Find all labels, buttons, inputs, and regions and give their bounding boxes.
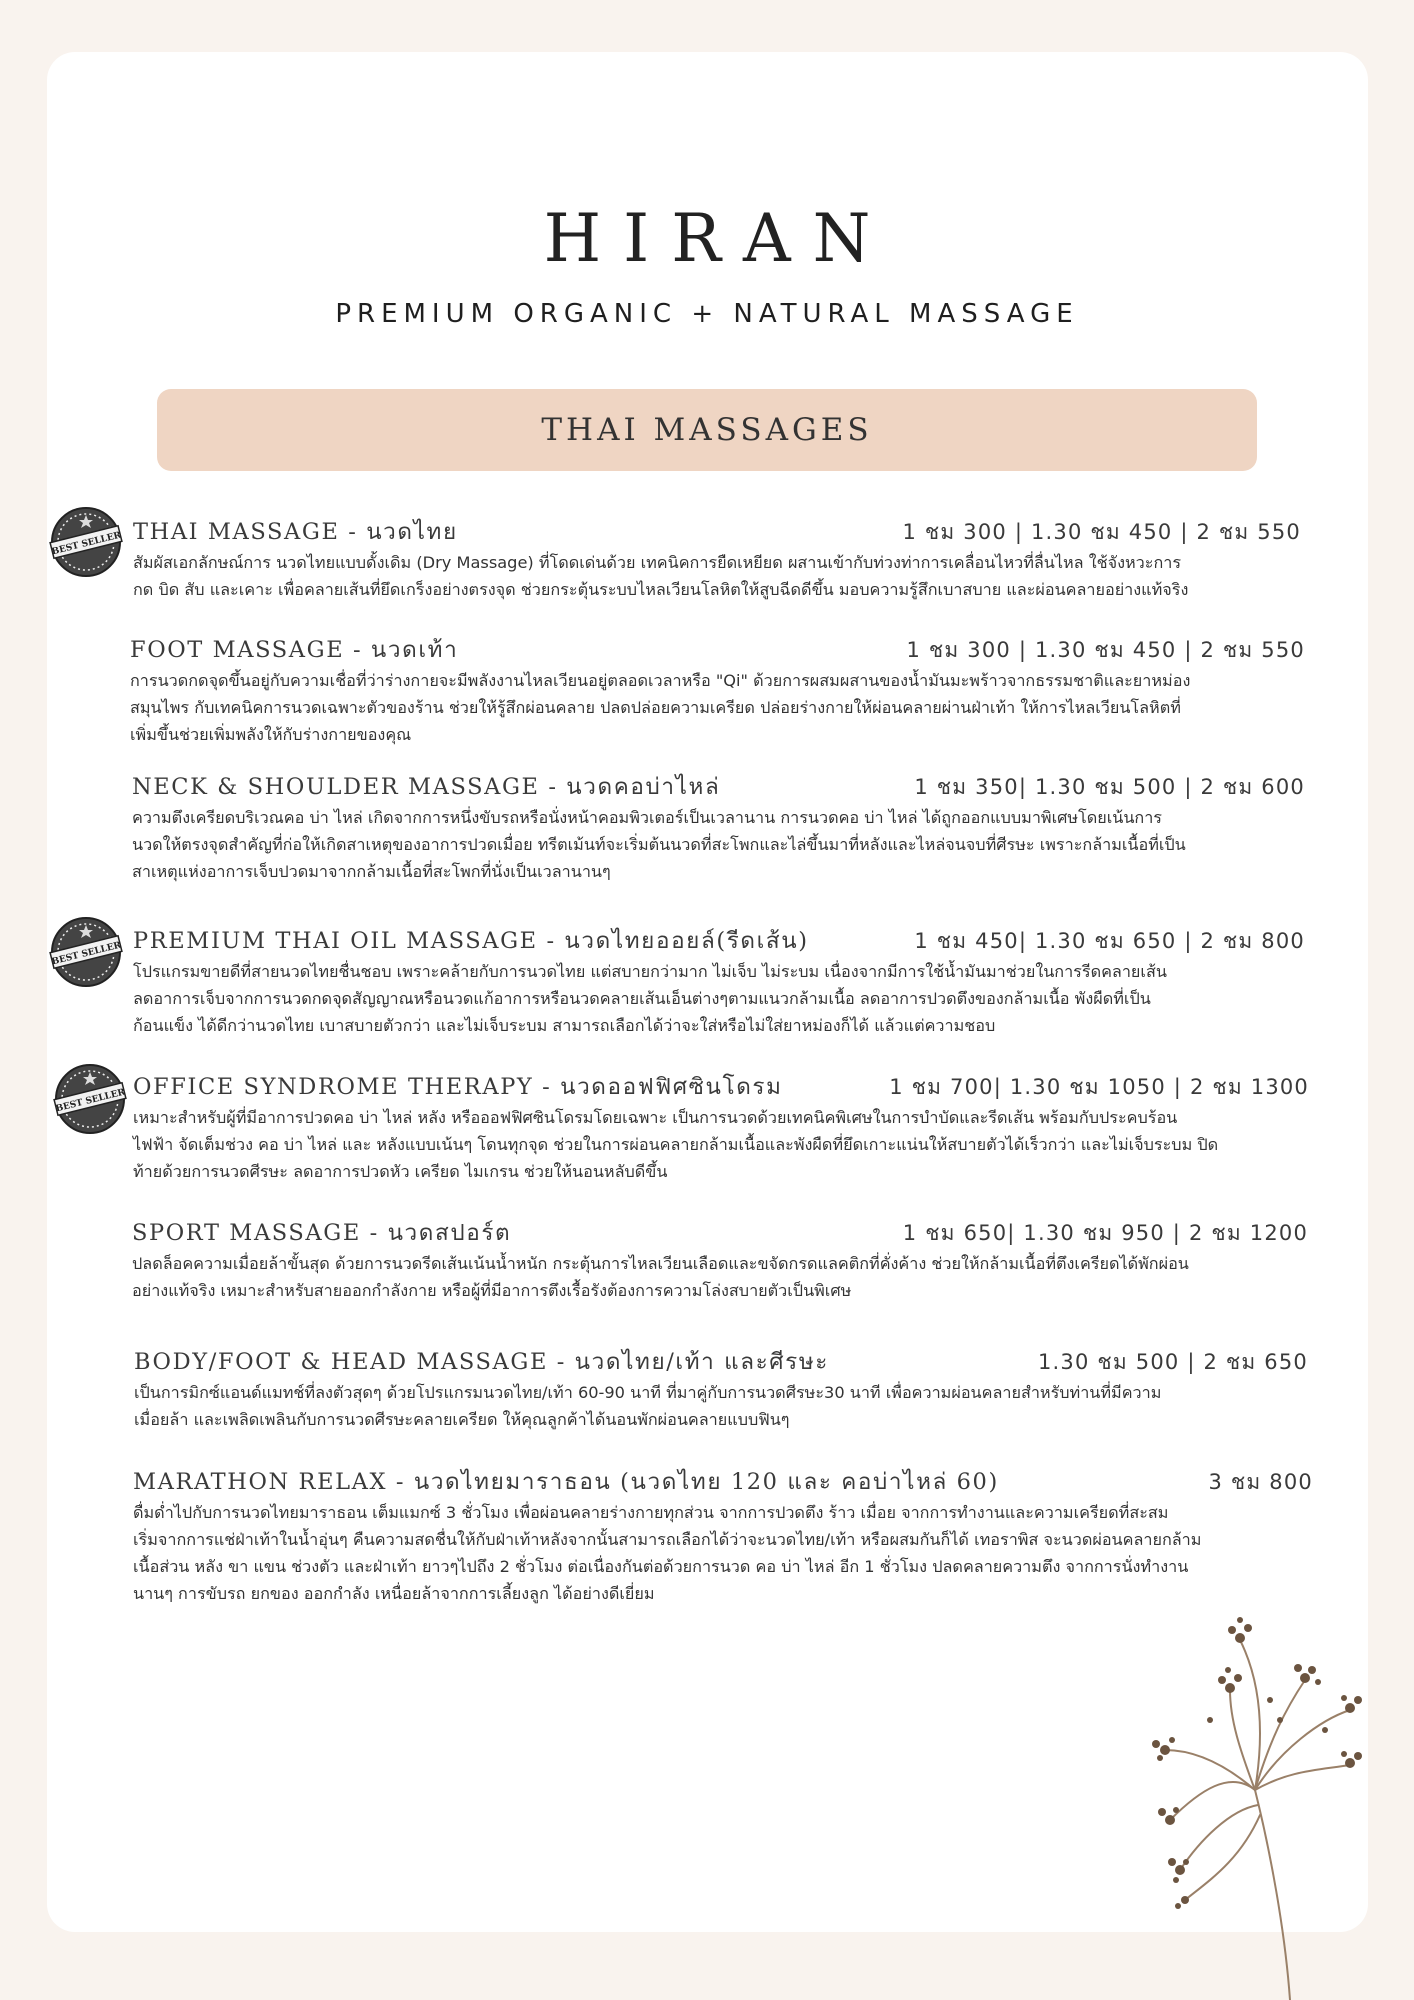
description-line: ก้อนแข็ง ได้ดีกว่านวดไทย เบาสบายตัวกว่า และไม่เจ็บระบม สามารถเลือกได้ว่าจะใส่หรือไม่ใส่ยาหม่องก็ได้ แล้วแต่ความชอบ	[133, 1016, 996, 1035]
menu-item-body-foot-head	[134, 1345, 1308, 1433]
menu-item-marathon-relax	[133, 1465, 1313, 1607]
item-name: PREMIUM THAI OIL MASSAGE - นวดไทยออยล์(รีดเส้น)	[133, 928, 809, 954]
description-line: เป็นการมิกซ์แอนด์แมทช์ที่ลงตัวสุดๆ ด้วยโปรแกรมนวดไทย/เท้า 60-90 นาที ที่มาคู่กับการนวดศีรษะ30 นาที เพื่อความผ่อนคลายสำหรับท่านที่มีความ	[134, 1383, 1162, 1402]
description-line: เมื่อยล้า และเพลิดเพลินกับการนวดศีรษะคลายเครียด ให้คุณลูกค้าได้นอนพักผ่อนคลายแบบฟินๆ	[134, 1410, 790, 1429]
item-name: BODY/FOOT & HEAD MASSAGE - นวดไทย/เท้า และศีรษะ	[134, 1349, 829, 1375]
item-price: 1 ชม 450| 1.30 ชม 650 | 2 ชม 800	[914, 929, 1305, 953]
badge-text: BEST SELLER	[50, 940, 123, 968]
description-line: กด บิด สับ และเคาะ เพื่อคลายเส้นที่ยึดเกร็งอย่างตรงจุด ช่วยกระตุ้นระบบไหลเวียนโลหิตให้สูบฉีดดีขึ้น มอบความรู้สึกเบาสบาย และผ่อนคลายอย่างแท้จริง	[133, 580, 1189, 599]
menu-item-neck-shoulder	[132, 770, 1305, 885]
item-name: SPORT MASSAGE - นวดสปอร์ต	[132, 1220, 512, 1246]
item-name: THAI MASSAGE - นวดไทย	[133, 519, 458, 545]
description-line: ไฟฟ้า จัดเต็มช่วง คอ บ่า ไหล่ และ หลังแบบเน้นๆ โดนทุกจุด ช่วยในการผ่อนคลายกล้ามเนื้อและพังผืดที่ยึดเกาะแน่นให้สบายตัวได้เร็วกว่า และไม่เจ็บระบม ปิด	[133, 1135, 1219, 1154]
item-price: 1 ชม 350| 1.30 ชม 500 | 2 ชม 600	[914, 775, 1305, 799]
description-line: ดื่มด่ำไปกับการนวดไทยมาราธอน เต็มแมกซ์ 3 ชั่วโมง เพื่อผ่อนคลายร่างกายทุกส่วน จากการปวดตึง ร้าว เมื่อย จากการทำงานและความเครียดที่สะสม	[133, 1503, 1169, 1522]
section-title: THAI MASSAGES	[541, 412, 873, 448]
item-description	[133, 549, 1301, 603]
menu-item-foot-massage	[130, 633, 1305, 748]
item-description	[133, 1499, 1313, 1607]
brand-tagline: PREMIUM ORGANIC + NATURAL MASSAGE	[335, 299, 1079, 329]
item-description	[134, 1379, 1308, 1433]
description-line: การนวดกดจุดขึ้นอยู่กับความเชื่อที่ว่าร่างกายจะมีพลังงานไหลเวียนอยู่ตลอดเวลาหรือ "Qi" ด้วยการผสมผสานของน้ำมันมะพร้าวจากธรรมชาติและยาหม่อง	[130, 671, 1191, 690]
description-line: สมุนไพร กับเทคนิคการนวดเฉพาะตัวของร้าน ช่วยให้รู้สึกผ่อนคลาย ปลดปล่อยความเครียด ปล่อยร่างกายให้ผ่อนคลายผ่านฝ่าเท้า ให้การไหลเวียนโลหิตที่	[130, 698, 1181, 717]
description-line: สาเหตุแห่งอาการเจ็บปวดมาจากกล้ามเนื้อที่สะโพกที่นั่งเป็นเวลานานๆ	[132, 862, 611, 881]
item-name: MARATHON RELAX - นวดไทยมาราธอน (นวดไทย 120 และ คอบ่าไหล่ 60)	[133, 1469, 999, 1495]
section-banner	[157, 389, 1257, 471]
description-line: สัมผัสเอกลักษณ์การ นวดไทยแบบดั้งเดิม (Dry Massage) ที่โดดเด่นด้วย เทคนิคการยืดเหยียด ผสานเข้ากับท่วงท่าการเคลื่อนไหวที่ลื่นไหล ใช้จังหวะการ	[133, 553, 1182, 572]
badge-text: BEST SELLER	[50, 530, 123, 558]
description-line: โปรแกรมขายดีที่สายนวดไทยชื่นชอบ เพราะคล้ายกับการนวดไทย แต่สบายกว่ามาก ไม่เจ็บ ไม่ระบม เนื่องจากมีการใช้น้ำมันมาช่วยในการรีดคลายเส้น	[133, 962, 1167, 981]
item-description	[130, 667, 1305, 748]
dried-flower-decoration	[1080, 1600, 1380, 2000]
item-description	[133, 1104, 1309, 1185]
description-line: เหมาะสำหรับผู้ที่มีอาการปวดคอ บ่า ไหล่ หลัง หรือออฟฟิศซินโดรมโดยเฉพาะ เป็นการนวดด้วยเทคนิคพิเศษในการบำบัดและรีดเส้น พร้อมกับประคบร้อน	[133, 1108, 1178, 1127]
description-line: นานๆ การขับรถ ยกของ ออกกำลัง เหนื่อยล้าจากการเลี้ยงลูก ได้อย่างดีเยี่ยม	[133, 1584, 655, 1603]
item-price: 1 ชม 650| 1.30 ชม 950 | 2 ชม 1200	[902, 1221, 1308, 1245]
menu-item-office-syndrome	[133, 1070, 1309, 1185]
item-description	[132, 804, 1305, 885]
item-name: NECK & SHOULDER MASSAGE - นวดคอบ่าไหล่	[132, 774, 721, 800]
item-description	[133, 958, 1305, 1039]
description-line: ความตึงเครียดบริเวณคอ บ่า ไหล่ เกิดจากการหนึ่งขับรถหรือนั่งหน้าคอมพิวเตอร์เป็นเวลานาน การนวดคอ บ่า ไหล่ ได้ถูกออกแบบมาพิเศษโดยเน้นการ	[132, 808, 1162, 827]
best-seller-badge-icon	[53, 1062, 127, 1136]
menu-item-thai-massage	[133, 515, 1301, 603]
description-line: ท้ายด้วยการนวดศีรษะ ลดอาการปวดหัว เครียด ไมเกรน ช่วยให้นอนหลับดีขึ้น	[133, 1162, 668, 1181]
best-seller-badge-icon	[49, 915, 123, 989]
menu-item-sport-massage	[132, 1216, 1308, 1304]
description-line: เริ่มจากการแช่ฝ่าเท้าในน้ำอุ่นๆ คืนความสดชื่นให้กับฝ่าเท้าหลังจากนั้นสามารถเลือกได้ว่าจะนวดไทย/เท้า หรือผสมกันก็ได้ เทอราพิส จะนวดผ่อนคลายกล้าม	[133, 1530, 1202, 1549]
brand-title: HIRAN	[543, 200, 893, 277]
badge-text: BEST SELLER	[54, 1087, 127, 1115]
item-name: OFFICE SYNDROME THERAPY - นวดออฟฟิศซินโดรม	[133, 1074, 783, 1100]
item-price: 1.30 ชม 500 | 2 ชม 650	[1037, 1350, 1308, 1374]
best-seller-badge-icon	[49, 505, 123, 579]
item-price: 1 ชม 700| 1.30 ชม 1050 | 2 ชม 1300	[889, 1075, 1309, 1099]
description-line: ลดอาการเจ็บจากการนวดกดจุดสัญญาณหรือนวดแก้อาการหรือนวดคลายเส้นเอ็นต่างๆตามแนวกล้ามเนื้อ ลดอาการปวดตึงของกล้ามเนื้อ พังผืดที่เป็น	[133, 989, 1151, 1008]
item-price: 1 ชม 300 | 1.30 ชม 450 | 2 ชม 550	[902, 520, 1301, 544]
menu-item-premium-thai-oil	[133, 924, 1305, 1039]
item-name: FOOT MASSAGE - นวดเท้า	[130, 637, 459, 663]
item-price: 3 ชม 800	[1208, 1470, 1313, 1494]
description-line: อย่างแท้จริง เหมาะสำหรับสายออกกำลังกาย หรือผู้ที่มีอาการตึงเรื้อรังต้องการความโล่งสบายตัวเป็นพิเศษ	[132, 1281, 852, 1300]
description-line: ปลดล็อคความเมื่อยล้าขั้นสุด ด้วยการนวดรีดเส้นเน้นน้ำหนัก กระตุ้นการไหลเวียนเลือดและขจัดกรดแลคติกที่คั่งค้าง ช่วยให้กล้ามเนื้อที่ตึงเครียดได้พักผ่อน	[132, 1254, 1189, 1273]
description-line: เนื้อส่วน หลัง ขา แขน ช่วงตัว และฝ่าเท้า ยาวๆไปถึง 2 ชั่วโมง ต่อเนื่องกันต่อด้วยการนวด คอ บ่า ไหล่ อีก 1 ชั่วโมง ปลดคลายความตึง จากการนั่งทำงาน	[133, 1557, 1189, 1576]
description-line: นวดให้ตรงจุดสำคัญที่ก่อให้เกิดสาเหตุของอาการปวดเมื่อย ทรีตเม้นท์จะเริ่มต้นนวดที่สะโพกและไล่ขึ้นมาที่หลังและไหล่จนจบที่ศีรษะ เพราะกล้ามเนื้อที่เป็น	[132, 835, 1186, 854]
item-description	[132, 1250, 1308, 1304]
item-price: 1 ชม 300 | 1.30 ชม 450 | 2 ชม 550	[906, 638, 1305, 662]
description-line: เพิ่มขึ้นช่วยเพิ่มพลังให้กับร่างกายของคุณ	[130, 725, 412, 744]
